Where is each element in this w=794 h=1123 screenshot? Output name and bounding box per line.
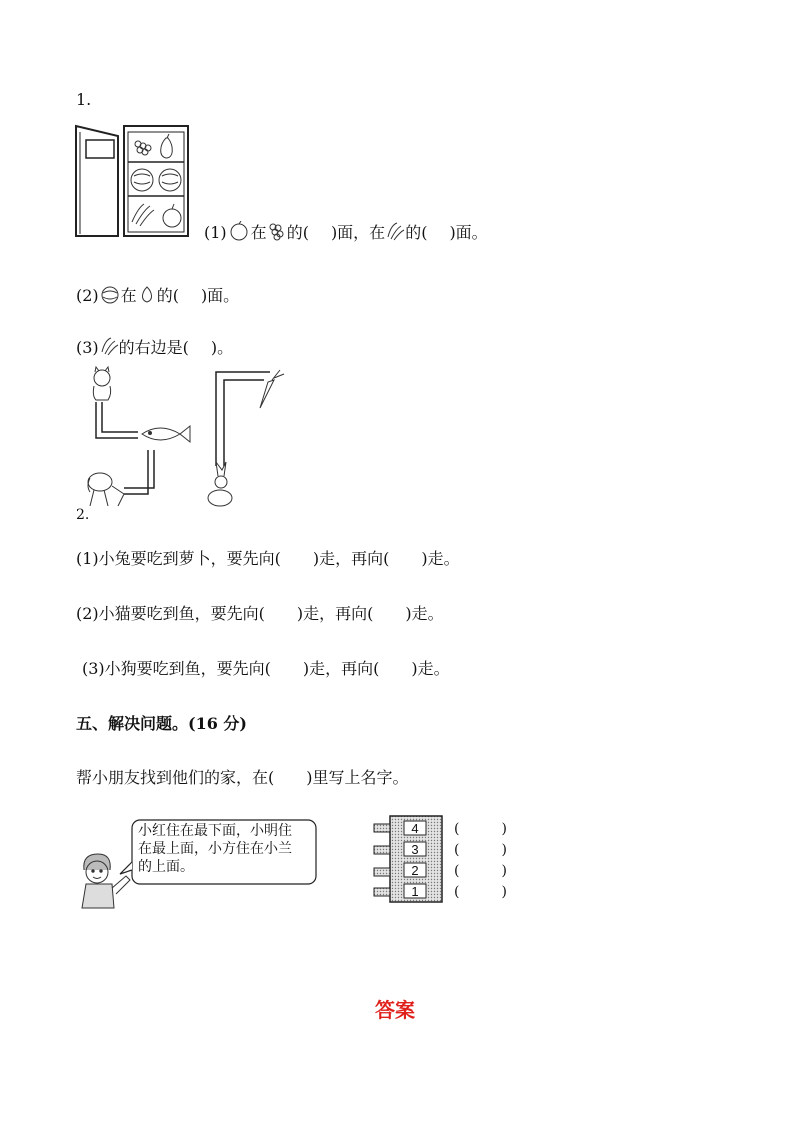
- floor-1-blank[interactable]: ( ): [454, 884, 507, 900]
- floor-2-blank[interactable]: ( ): [454, 863, 507, 879]
- section-5-instruction: 帮小朋友找到他们的家，在( )里写上名字。: [76, 768, 409, 787]
- banana-icon: [385, 221, 405, 241]
- floor-2-label: 2: [411, 863, 419, 878]
- floor-1-label: 1: [411, 884, 419, 899]
- sub-1-label: (1): [204, 223, 227, 242]
- floor-3-label: 3: [411, 842, 419, 857]
- question-2-number: 2.: [76, 507, 90, 523]
- animal-paths-image: [84, 366, 294, 512]
- dog-icon: [88, 473, 124, 506]
- speech-bubble-text: 小红住在最下面，小明住 在最上面，小方住在小兰 的上面。: [138, 823, 292, 875]
- floor-4-label: 4: [411, 821, 419, 836]
- cat-icon: [93, 367, 110, 400]
- carrot-icon: [260, 370, 284, 408]
- melon-icon: [99, 284, 121, 304]
- fruit-cabinet-image: [74, 124, 190, 240]
- question-1-sub-3: (3) 的右边是( )。: [76, 338, 234, 357]
- question-1-number: 1.: [76, 90, 92, 109]
- apple-icon: [227, 221, 251, 241]
- section-5-title: 五、解决问题。(16 分): [76, 714, 247, 733]
- question-1-sub-1: (1) 在 的( )面，在 的( )面。: [204, 223, 488, 242]
- grapes-icon: [267, 221, 287, 241]
- question-1-sub-2: (2) 在 的( )面。: [76, 286, 240, 305]
- fish-icon: [142, 426, 190, 442]
- apartment-building: [370, 812, 450, 904]
- question-2-line-2: (2)小猫要吃到鱼，要先向( )走，再向( )走。: [76, 604, 444, 623]
- rabbit-icon: [208, 462, 232, 506]
- question-2-line-3: (3)小狗要吃到鱼，要先向( )走，再向( )走。: [82, 659, 450, 678]
- question-2-line-1: (1)小兔要吃到萝卜，要先向( )走，再向( )走。: [76, 549, 460, 568]
- banana-icon: [99, 336, 119, 356]
- floor-3-blank[interactable]: ( ): [454, 842, 507, 858]
- floor-4-blank[interactable]: ( ): [454, 821, 507, 837]
- pear-icon: [137, 284, 157, 304]
- answer-title: 答案: [375, 998, 415, 1022]
